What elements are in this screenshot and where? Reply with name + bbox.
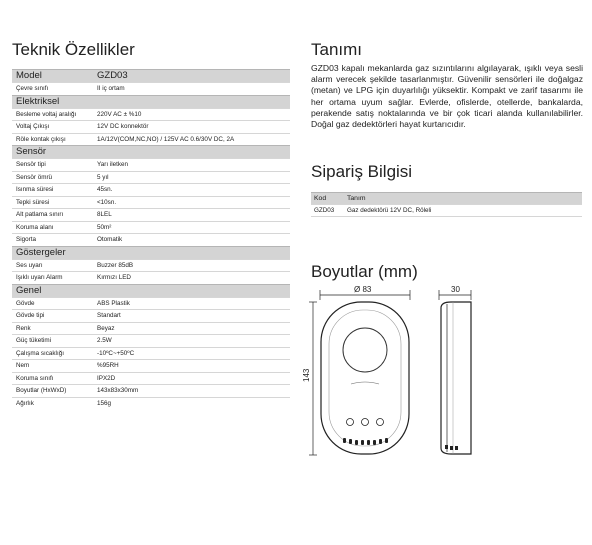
order-title: Sipariş Bilgisi (311, 162, 413, 181)
spec-key: Tepki süresi (16, 198, 50, 206)
order-desc: Gaz dedektörü 12V DC, Röleli (347, 207, 432, 214)
spec-value: ABS Plastik (97, 299, 130, 307)
spec-header-row (12, 69, 290, 82)
dimensions-title: Boyutlar (mm) (311, 262, 418, 281)
spec-row (12, 183, 290, 196)
spec-value: -10ºC~+50ºC (97, 349, 135, 357)
spec-row (12, 334, 290, 347)
spec-row (12, 82, 290, 95)
spec-section-header: Elektriksel (12, 95, 290, 108)
spec-value: 8LEL (97, 211, 112, 218)
spec-section-header: Sensör (12, 145, 290, 158)
spec-title: Teknik Özellikler (12, 40, 135, 59)
spec-key: Voltaj Çıkışı (16, 123, 50, 130)
spec-key: Renk (16, 324, 31, 332)
spec-key: Koruma sınıfı (16, 374, 54, 382)
spec-row (12, 158, 290, 171)
spec-key: Işıklı uyarı Alarm (16, 274, 63, 281)
spec-key: Isınma süresi (16, 186, 54, 193)
spec-key: Besleme voltaj aralığı (16, 110, 77, 118)
spec-value: 50m² (97, 223, 112, 231)
spec-key: Çevre sınıfı (16, 85, 49, 92)
order-header-desc: Tanım (347, 195, 366, 202)
spec-row (12, 208, 290, 221)
spec-value: II iç ortam (97, 85, 125, 92)
spec-value: <10sn. (97, 198, 117, 206)
depth-label: 30 (451, 285, 460, 294)
spec-section-header: Göstergeler (12, 246, 290, 259)
width-label: Ø 83 (354, 285, 372, 294)
spec-key: Sigorta (16, 236, 36, 243)
spec-key: Röle kontak çıkışı (16, 135, 66, 143)
spec-header-key: Model (16, 70, 42, 81)
spec-key: Sensör ömrü (16, 173, 53, 181)
spec-key: Alt patlama sınırı (16, 211, 64, 218)
spec-row (12, 171, 290, 184)
spec-value: IPX2D (97, 374, 116, 382)
spec-row (12, 309, 290, 322)
front-view (321, 302, 409, 454)
side-view (441, 302, 471, 454)
spec-row (12, 221, 290, 234)
spec-key: Ağırlık (16, 399, 34, 407)
spec-row (12, 347, 290, 360)
spec-value: 45sn. (97, 186, 113, 193)
spec-row (12, 259, 290, 272)
order-header-code: Kod (314, 195, 327, 202)
spec-key: Nem (16, 362, 30, 369)
spec-value: 5 yıl (97, 173, 109, 181)
spec-value: 1A/12V(COM,NC,NO) / 125V AC 0.6/30V DC, 2A (97, 135, 235, 143)
order-code: GZD03 (314, 207, 335, 214)
spec-value: 220V AC ± %10 (97, 110, 142, 118)
spec-value: %95RH (97, 362, 119, 369)
spec-key: Koruma alanı (16, 223, 54, 231)
led-indicator-3 (377, 419, 384, 426)
spec-row (12, 397, 290, 410)
order-table (311, 192, 582, 217)
spec-key: Boyutlar (HxWxD) (16, 387, 67, 394)
spec-key: Güç tüketimi (16, 337, 51, 344)
spec-value: Kırmızı LED (97, 274, 131, 281)
spec-row (12, 133, 290, 146)
spec-key: Gövde tipi (16, 312, 45, 319)
spec-key: Sensör tipi (16, 161, 46, 168)
height-label: 143 (302, 368, 311, 382)
led-indicator-2 (362, 419, 369, 426)
spec-row (12, 359, 290, 372)
spec-row (12, 233, 290, 246)
order-row (311, 204, 582, 217)
spec-value: 12V DC konnektör (97, 123, 149, 130)
spec-row (12, 271, 290, 284)
spec-row (12, 322, 290, 335)
spec-row (12, 108, 290, 121)
description-text: GZD03 kapalı mekanlarda gaz sızıntılarını algılayarak, ışıklı veya sesli alarm verecek şekilde tasarlanmıştır. Güvenilir sensörleri ile doğalgaz (metan) ve LPG için duyarlılığı yüksektir. Kompakt ve zarif tasarımı ile her ortama uyum sağlar. Evlerde, ofislerde, otellerde, bankalarda, perakende satış noktalarında ve bir çok ticari alanda kullanılabilirler. Doğal gaz dedektörleri hayat kurtarıcıdır. (311, 63, 583, 130)
spec-value: 156g (97, 399, 112, 407)
spec-key: Ses uyarı (16, 261, 43, 269)
spec-row (12, 297, 290, 310)
description-title: Tanımı (311, 40, 363, 59)
dimension-drawing (295, 280, 495, 470)
spec-row (12, 372, 290, 385)
spec-row (12, 384, 290, 397)
spec-header-value: GZD03 (97, 70, 128, 81)
spec-row (12, 196, 290, 209)
spec-value: Yarı iletken (97, 161, 129, 168)
order-header-row (311, 192, 582, 204)
spec-value: 143x83x30mm (97, 387, 139, 394)
spec-key: Gövde (16, 299, 35, 307)
led-indicator-1 (347, 419, 354, 426)
spec-value: 2.5W (97, 337, 112, 344)
spec-table (12, 69, 290, 409)
spec-value: Buzzer 85dB (97, 261, 134, 269)
spec-row (12, 120, 290, 133)
spec-value: Beyaz (97, 324, 115, 332)
spec-value: Standart (97, 312, 121, 319)
spec-section-header: Genel (12, 284, 290, 297)
spec-value: Otomatik (97, 236, 123, 243)
spec-key: Çalışma sıcaklığı (16, 349, 64, 357)
